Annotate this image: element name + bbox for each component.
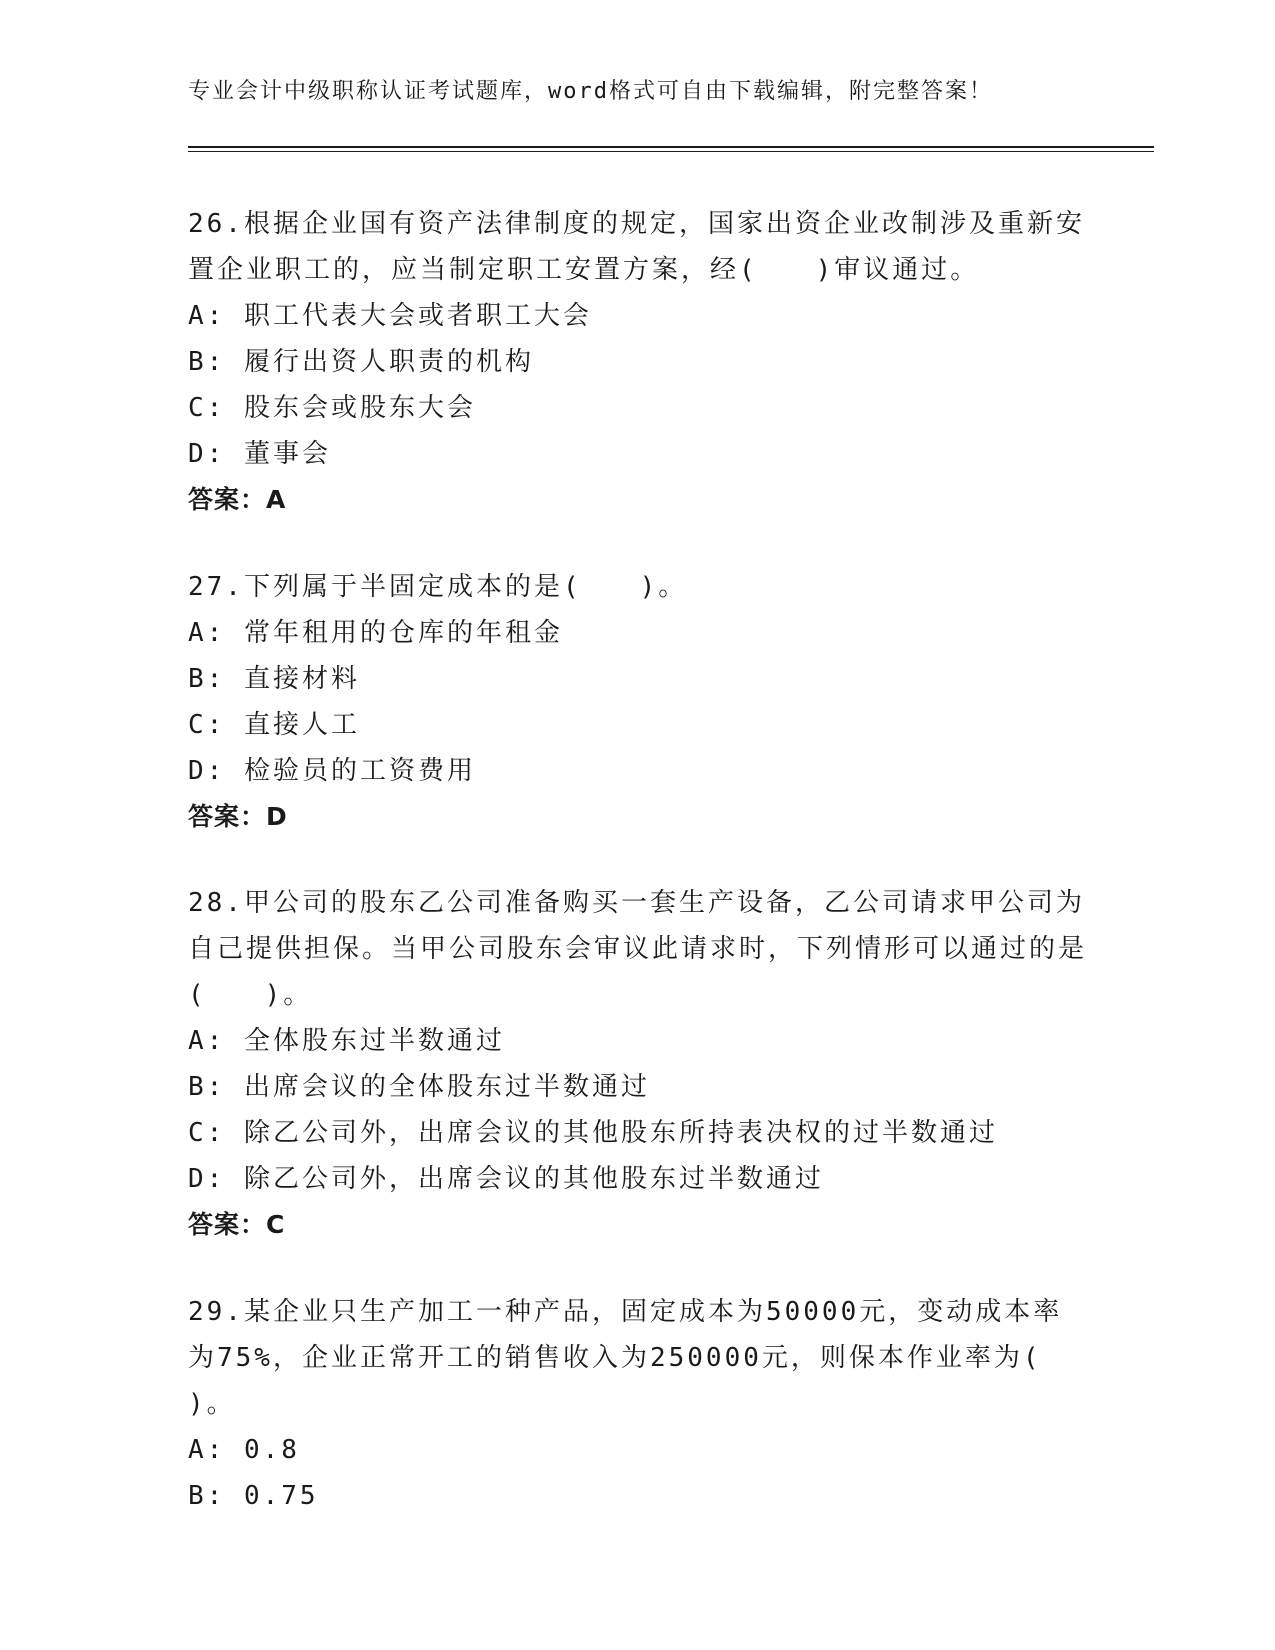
option-d: D: 董事会 <box>188 439 331 469</box>
answer: 答案：C <box>188 1210 286 1239</box>
option-b: B: 出席会议的全体股东过半数通过 <box>188 1072 650 1102</box>
option-a: A: 全体股东过半数通过 <box>188 1026 505 1056</box>
page-header: 专业会计中级职称认证考试题库，word格式可自由下载编辑，附完整答案！ <box>188 79 993 104</box>
header-divider <box>188 146 1154 148</box>
option-a: A: 0.8 <box>188 1435 300 1465</box>
option-d: D: 检验员的工资费用 <box>188 756 476 786</box>
option-a: A: 职工代表大会或者职工大会 <box>188 301 592 331</box>
option-b: B: 履行出资人职责的机构 <box>188 347 534 377</box>
question-29 <box>188 1289 1088 1519</box>
option-a: A: 常年租用的仓库的年租金 <box>188 618 563 648</box>
option-d: D: 除乙公司外，出席会议的其他股东过半数通过 <box>188 1164 824 1194</box>
question-27 <box>188 564 1088 840</box>
option-c: C: 直接人工 <box>188 710 360 740</box>
header-divider-thin <box>188 151 1154 152</box>
option-b: B: 直接材料 <box>188 664 360 694</box>
option-b: B: 0.75 <box>188 1481 319 1511</box>
question-stem: 26.根据企业国有资产法律制度的规定，国家出资企业改制涉及重新安置企业职工的，应当制定职工安置方案，经( )审议通过。 <box>188 209 1085 285</box>
question-stem: 28.甲公司的股东乙公司准备购买一套生产设备，乙公司请求甲公司为自己提供担保。当甲公司股东会审议此请求时，下列情形可以通过的是( )。 <box>188 888 1088 1010</box>
question-stem: 27.下列属于半固定成本的是( )。 <box>188 572 688 602</box>
answer: 答案：A <box>188 485 287 514</box>
question-28 <box>188 880 1088 1248</box>
option-c: C: 股东会或股东大会 <box>188 393 476 423</box>
question-stem: 29.某企业只生产加工一种产品，固定成本为50000元，变动成本率为75%，企业正常开工的销售收入为250000元，则保本作业率为( )。 <box>188 1297 1063 1419</box>
question-26 <box>188 201 1088 523</box>
option-c: C: 除乙公司外，出席会议的其他股东所持表决权的过半数通过 <box>188 1118 998 1148</box>
answer: 答案：D <box>188 802 288 831</box>
